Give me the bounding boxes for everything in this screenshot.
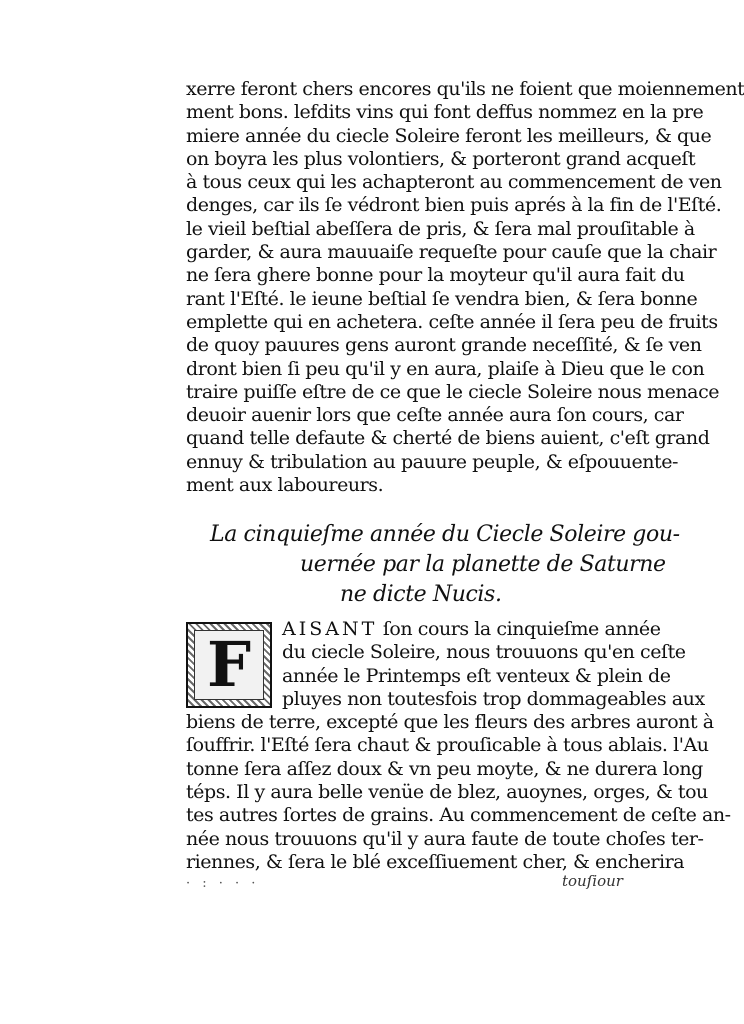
heading-line: uernée par la planette de Saturne bbox=[300, 552, 666, 577]
text-line: ment bons. lefdits vins qui font deffus nommez en la pre bbox=[186, 101, 704, 124]
signature-marks: · : · · · bbox=[186, 876, 260, 891]
heading-line: La cinquieſme année du Ciecle Soleire gou- bbox=[210, 522, 680, 547]
text-line: traire puiſſe eſtre de ce que le ciecle Soleire nous menace bbox=[186, 380, 720, 403]
initial-letter: F bbox=[194, 630, 264, 700]
section-heading bbox=[210, 520, 680, 610]
text-line: ſouffrir. l'Eſté ſera chaut & prouſicable à tous ablais. l'Au bbox=[186, 734, 709, 757]
text-line: rant l'Eſté. le ieune beſtial ſe vendra bien, & ſera bonne bbox=[186, 287, 698, 310]
text-line: téps. Il y aura belle venüe de blez, auoynes, orges, & tou bbox=[186, 781, 708, 804]
text-line: de quoy pauures gens auront grande neceſſité, & ſe ven bbox=[186, 334, 702, 357]
text-line: quand telle defaute & cherté de biens auient, c'eſt grand bbox=[186, 427, 710, 450]
text-line: denges, car ils ſe védront bien puis aprés à la fin de l'Eſté. bbox=[186, 194, 722, 217]
text-line: du ciecle Soleire, nous trouuons qu'en ceſte bbox=[282, 641, 686, 664]
text-line: à tous ceux qui les achapteront au commencement de ven bbox=[186, 171, 722, 194]
text-line: ennuy & tribulation au pauure peuple, & eſpouuente- bbox=[186, 450, 678, 473]
text-line: ment aux laboureurs. bbox=[186, 474, 384, 497]
text-line: garder, & aura mauuaiſe requeſte pour cauſe que la chair bbox=[186, 241, 717, 264]
text-line: on boyra les plus volontiers, & porteront grand acqueſt bbox=[186, 147, 696, 170]
text-line: riennes, & ſera le blé exceſſiuement cher, & encherira bbox=[186, 850, 685, 873]
text-line: miere année du ciecle Soleire feront les meilleurs, & que bbox=[186, 124, 712, 147]
text-line: pluyes non toutesfois trop dommageables aux bbox=[282, 687, 705, 710]
catchword: touſiour bbox=[562, 872, 623, 890]
paragraph-first bbox=[186, 78, 744, 497]
text-line: biens de terre, excepté que les fleurs des arbres auront à bbox=[186, 711, 714, 734]
paragraph-second bbox=[186, 618, 731, 874]
text-line bbox=[186, 618, 661, 641]
text-line: année le Printemps eſt venteux & plein de bbox=[282, 664, 671, 687]
text-line: le vieil beſtial abeſſera de pris, & ſera mal prouſitable à bbox=[186, 217, 695, 240]
text-line: xerre feront chers encores qu'ils ne foient que moiennement bbox=[186, 78, 744, 100]
opening-word: AISANT bbox=[282, 618, 378, 640]
text-line: deuoir auenir lors que ceſte année aura ſon cours, car bbox=[186, 404, 684, 427]
text-line: ne ſera ghere bonne pour la moyteur qu'il aura fait du bbox=[186, 264, 685, 287]
text-line: dront bien ſi peu qu'il y en aura, plaiſe à Dieu que le con bbox=[186, 357, 705, 380]
text-line: tonne ſera aſſez doux & vn peu moyte, & ne durera long bbox=[186, 757, 703, 780]
text-run: ſon cours la cinquieſme année bbox=[377, 618, 661, 640]
text-line: née nous trouuons qu'il y aura faute de toute choſes ter- bbox=[186, 827, 704, 850]
heading-line: ne dicte Nucis. bbox=[340, 582, 502, 607]
text-line: tes autres ſortes de grains. Au commencement de ceſte an- bbox=[186, 804, 731, 827]
text-line: emplette qui en achetera. ceſte année il ſera peu de fruits bbox=[186, 310, 718, 333]
